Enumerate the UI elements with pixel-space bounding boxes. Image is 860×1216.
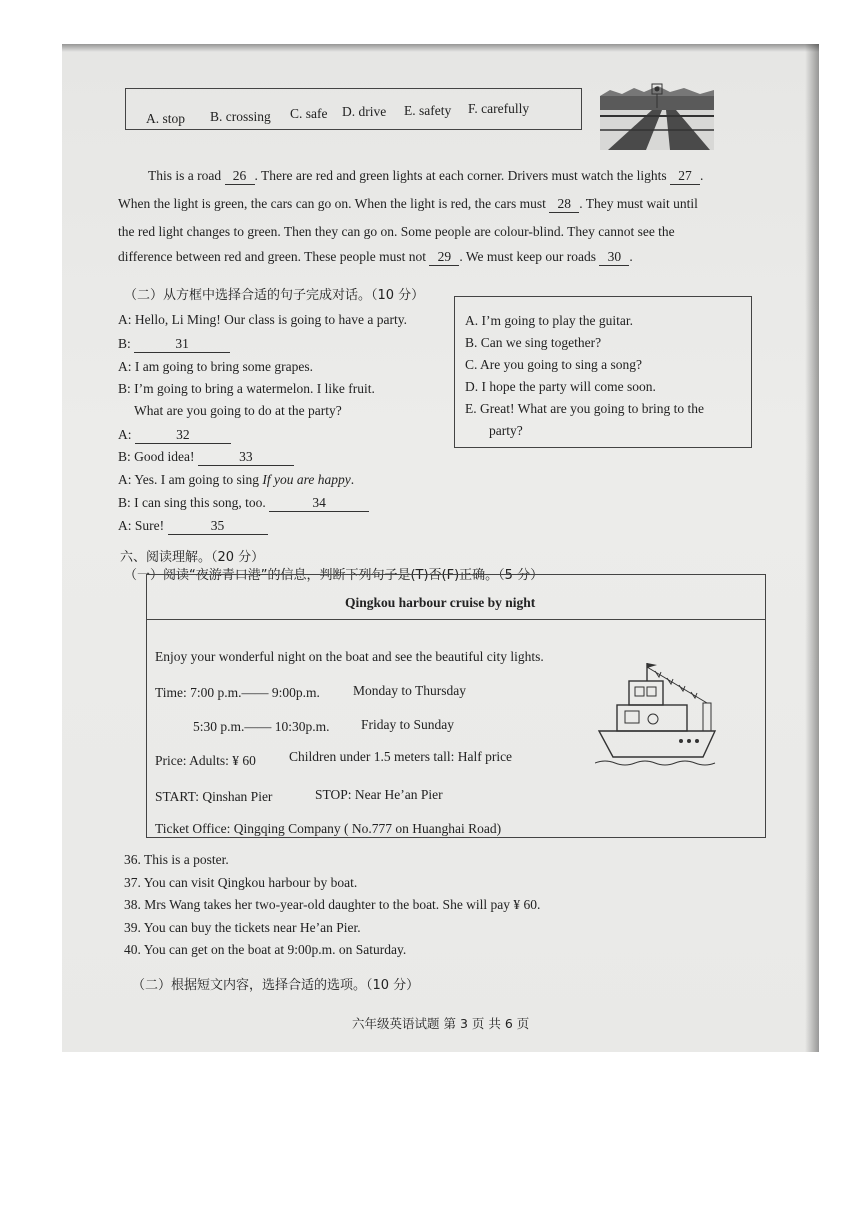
dialogue-line: A: Hello, Li Ming! Our class is going to have a party. [118,312,407,327]
dialogue-line [118,495,369,512]
dialogue-line: A: I am going to bring some grapes. [118,359,313,374]
dialogue-text: A: Yes. I am going to sing [118,472,260,487]
dialogue-line: A: Yes. I am going to sing If you are happy. [118,472,355,487]
question-item: 39. You can buy the tickets near He’an Pier. [124,920,361,935]
option-item: C. Are you going to sing a song? [465,357,642,372]
word-option: B. crossing [210,109,271,124]
passage-line: the red light changes to green. Then they can go on. Some people are colour-blind. They cannot see the [118,224,675,239]
dialogue-line [118,427,231,444]
blank-31: 31 [134,336,230,353]
option-item: A. I’m going to play the guitar. [465,313,633,328]
poster-days: Friday to Sunday [361,717,454,732]
dialogue-line [118,449,294,466]
blank-33: 33 [198,449,294,466]
dialogue-line: B: I’m going to bring a watermelon. I like fruit. [118,381,375,396]
speaker: B: [118,336,131,351]
page-shadow [805,44,819,1052]
word-option: F. carefully [468,101,530,116]
dialogue-line [118,518,268,535]
passage-text: When the light is green, the cars can go on. When the light is red, the cars must [118,196,546,211]
poster-intro: Enjoy your wonderful night on the boat and see the beautiful city lights. [155,649,544,664]
dialogue-line: What are you going to do at the party? [134,403,342,418]
dialogue-text: B: I can sing this song, too. [118,495,266,510]
blank-28: 28 [549,196,579,213]
blank-35: 35 [168,518,268,535]
option-item: party? [489,423,523,438]
poster-ticket: Ticket Office: Qingqing Company ( No.777 on Huanghai Road) [155,821,502,836]
passage-line [118,196,698,213]
options-box [454,296,752,448]
word-option: D. drive [342,104,387,119]
boat-icon [595,659,725,769]
blank-27: 27 [670,168,700,185]
question-item: 40. You can get on the boat at 9:00p.m. on Saturday. [124,942,407,957]
option-item: B. Can we sing together? [465,335,602,350]
passage-text: . There are red and green lights at each corner. Drivers must watch the lights [254,168,667,183]
page-shadow [62,44,819,52]
poster-price-child: Children under 1.5 meters tall: Half price [289,749,513,764]
blank-34: 34 [269,495,369,512]
part-title: （二）根据短文内容，选择合适的选项。（10 分） [132,978,420,993]
word-option: E. safety [404,103,452,118]
section-title: （二）从方框中选择合适的句子完成对话。（10 分） [124,288,425,303]
dialogue-line [118,336,230,353]
dialogue-text: B: Good idea! [118,449,195,464]
part-title: （一）阅读“夜游青口港”的信息，判断下列句子是(T)否(F)正确。（5 分） [124,568,544,583]
passage-text: . They must wait until [579,196,698,211]
dialogue-text: A: Sure! [118,518,165,533]
word-option: C. safe [290,106,328,121]
question-item: 38. Mrs Wang takes her two-year-old daughter to the boat. She will pay ¥ 60. [124,897,541,912]
question-item: 37. You can visit Qingkou harbour by boat. [124,875,358,890]
exam-page [62,44,819,1052]
passage-line: This is a road 26 . There are red and green lights at each corner. Drivers must watch the lights 27 . [148,168,704,183]
speaker: A: [118,427,132,442]
section-title: 六、阅读理解。（20 分） [120,550,265,565]
poster-price: Price: Adults: ¥ 60 [155,753,256,768]
poster-time: Time: 7:00 p.m.—— 9:00p.m. [155,685,320,700]
poster-start: START: Qinshan Pier [155,789,273,804]
poster-title-row [147,575,765,620]
cruise-poster [146,574,766,838]
passage-text: This is a road [148,168,222,183]
blank-26: 26 [225,168,255,185]
blank-32: 32 [135,427,231,444]
passage-text: difference between red and green. These people must not [118,249,427,264]
passage-line: difference between red and green. These people must not 29 . We must keep our roads 30 . [118,249,633,264]
poster-days: Monday to Thursday [353,683,466,698]
song-title: If you are happy [262,472,351,487]
word-option: A. stop [146,111,186,126]
option-item: D. I hope the party will come soon. [465,379,656,394]
page-footer: 六年级英语试题 第 3 页 共 6 页 [352,1016,530,1031]
poster-title: Qingkou harbour cruise by night [345,595,536,610]
blank-29: 29 [429,249,459,266]
question-item: 36. This is a poster. [124,852,229,867]
passage-text: . We must keep our roads [459,249,597,264]
option-item: E. Great! What are you going to bring to the [465,401,704,416]
word-box [125,88,582,130]
poster-time: 5:30 p.m.—— 10:30p.m. [193,719,330,734]
road-scene-icon [600,82,714,150]
poster-stop: STOP: Near He’an Pier [315,787,443,802]
blank-30: 30 [599,249,629,266]
